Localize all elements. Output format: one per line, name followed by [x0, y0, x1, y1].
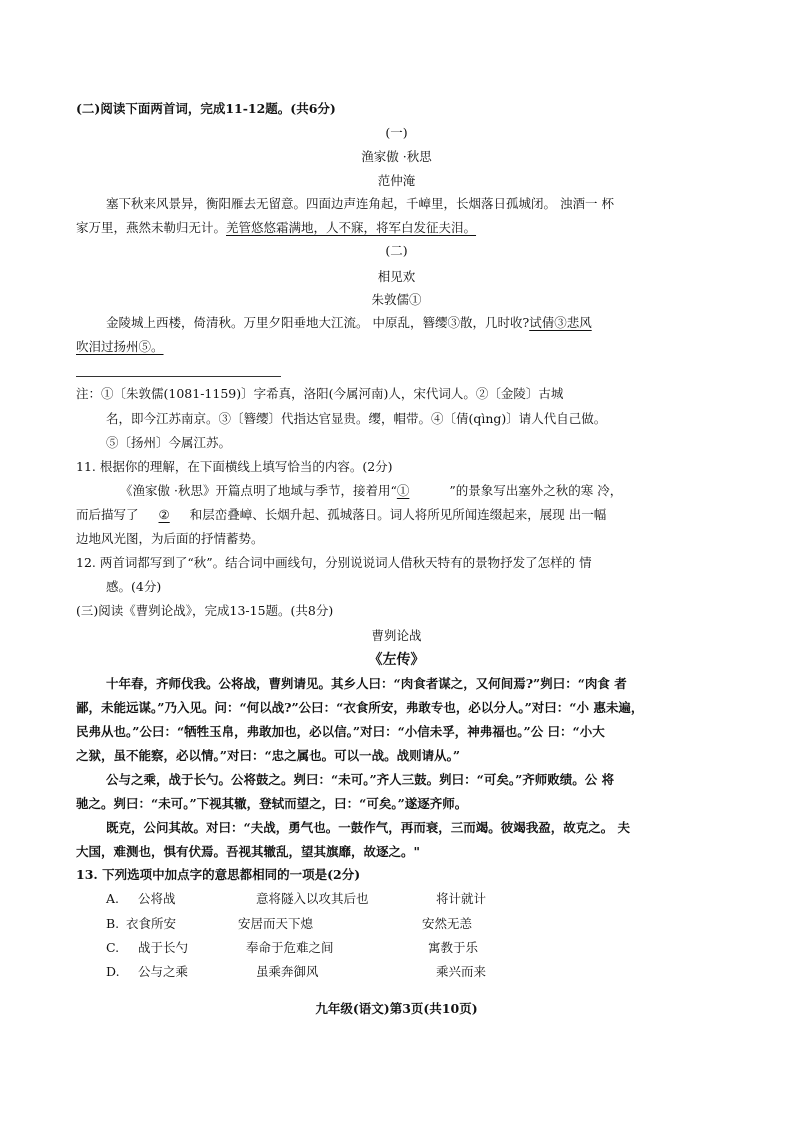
poem1-line2-plain: 家万里，燕然未勒归无计。 — [76, 220, 227, 235]
option-label: C. — [106, 940, 120, 955]
q11-line2-text-b: 和层峦叠嶂、长烟升起、孤城落日。词人将所见所闻连缀起来，展现 出一幅 — [189, 507, 607, 522]
q11-line2 — [76, 506, 606, 524]
footnote-divider — [76, 376, 281, 377]
blank-1-label: ① — [396, 483, 410, 498]
option-phrase-2: 安居而天下熄 — [238, 916, 314, 931]
poem1-title: 渔家傲 ·秋思 — [361, 149, 432, 164]
q11-line2-text-a: 而后描写了 — [76, 507, 139, 522]
blank-2-label: ② — [158, 507, 170, 522]
para1-line1: 十年春，齐师伐我。公将战，曹刿请见。其乡人曰：“肉食者谋之，又何间焉?”刿曰：“肉食 者 — [106, 676, 627, 691]
para2-line2: 驰之。刿曰：“未可。”下视其辙，登轼而望之，曰：“可矣。”遂逐齐师。 — [76, 796, 468, 811]
option-phrase-1: 公与之乘 — [138, 964, 189, 979]
option-phrase-2: 虽乘奔御风 — [256, 964, 319, 979]
option-phrase-1: 战于长勺 — [138, 940, 189, 955]
para2-line1: 公与之乘，战于长勺。公将鼓之。刿曰：“未可。”齐人三鼓。刿曰：“可矣。”齐师败绩。公 将 — [106, 772, 615, 787]
section2-heading: (二)阅读下面两首词，完成11-12题。(共6分) — [76, 101, 336, 116]
option-phrase-1: 公将战 — [138, 891, 176, 906]
option-label: D. — [106, 964, 120, 979]
option-label: B. — [106, 916, 120, 931]
q11-stem: 11. 根据你的理解，在下面横线上填写恰当的内容。(2分) — [76, 459, 393, 474]
passage-source: 《左传》 — [368, 652, 425, 668]
poem2-line1-plain: 金陵城上西楼，倚清秋。万里夕阳垂地大江流。 中原乱，簪缨③散，几时收? — [106, 315, 530, 330]
para1-line3: 民弗从也。”公曰：“牺牲玉帛，弗敢加也，必以信。”对曰：“小信未孚，神弗福也。”公 曰：“小大 — [76, 724, 605, 739]
q12-line1: 12. 两首词都写到了“秋”。结合词中画线句，分别说说词人借秋天特有的景物抒发了怎样的 情 — [76, 555, 592, 570]
page-footer: 九年级(语文)第3页(共10页) — [315, 1001, 478, 1016]
poem1-author: 范仲淹 — [377, 173, 416, 188]
q11-line1 — [120, 482, 622, 500]
q11-blank-2[interactable] — [159, 507, 190, 522]
poem2-author: 朱敦儒① — [371, 292, 422, 307]
option-label: A. — [106, 891, 120, 906]
option-phrase-2: 奉命于危难之间 — [246, 940, 334, 955]
note-line-3: ⑤〔扬州〕今属江苏。 — [106, 435, 232, 450]
q13-stem: 13. 下列选项中加点字的意思都相同的一项是(2分) — [76, 867, 361, 882]
q12-line2: 感。(4分) — [106, 579, 162, 594]
poem2-title: 相见欢 — [377, 269, 416, 284]
option-phrase-3: 安然无恙 — [422, 916, 473, 931]
option-phrase-3: 乘兴而来 — [436, 964, 487, 979]
q11-line1-text-b: ”的景象写出塞外之秋的寒 冷， — [449, 483, 623, 498]
note-line-2: 名，即今江苏南京。③〔簪缨〕代指达官显贵。缨，帽带。④〔倩(qìng)〕请人代自己做。 — [106, 411, 607, 426]
q11-line3: 边地风光图，为后面的抒情蓄势。 — [76, 531, 264, 546]
q11-blank-1[interactable] — [397, 483, 450, 498]
poem1-line2 — [76, 219, 476, 237]
para3-line2: 大国，难测也，惧有伏焉。吾视其辙乱，望其旗靡，故逐之。" — [76, 844, 421, 859]
para1-line4: 之狱，虽不能察，必以情。”对曰：“忠之属也。可以一战。战则请从。” — [76, 748, 461, 763]
passage-title: 曹刿论战 — [371, 628, 422, 643]
poem2-line1 — [106, 314, 592, 332]
poem2-underlined-line: 吹泪过扬州⑤。 — [76, 339, 164, 354]
option-phrase-3: 寓教于乐 — [428, 940, 479, 955]
para3-line1: 既克，公问其故。对曰：“夫战，勇气也。一鼓作气，再而衰，三而竭。彼竭我盈，故克之。 夫 — [106, 820, 631, 835]
poem2-underlined-start: 试倩③悲风 — [529, 315, 592, 330]
para1-line2: 鄙，未能远谋。”乃入见。问：“何以战?”公曰：“衣食所安，弗敢专也，必以分人。”对曰：“小 惠未遍， — [76, 700, 644, 715]
option-phrase-1: 衣食所安 — [126, 916, 177, 931]
poem2-number: (二) — [385, 243, 408, 258]
option-phrase-2: 意将隧入以攻其后也 — [256, 891, 369, 906]
section3-heading: (三)阅读《曹刿论战》，完成13-15题。(共8分) — [76, 603, 334, 618]
poem1-number: (一) — [385, 125, 408, 140]
note-line-1: 注：①〔朱敦儒(1081-1159)〕字希真，洛阳(今属河南)人，宋代词人。②〔金陵〕古城 — [76, 386, 564, 401]
poem1-underlined-line: 羌管悠悠霜满地，人不寐，将军白发征夫泪。 — [226, 220, 477, 235]
option-phrase-3: 将计就计 — [436, 891, 487, 906]
poem1-line1: 塞下秋来风景异，衡阳雁去无留意。四面边声连角起，千嶂里，长烟落日孤城闭。 浊酒一 杯 — [106, 196, 614, 211]
q11-line1-text-a: 《渔家傲 ·秋思》开篇点明了地域与季节，接着用“ — [120, 483, 397, 498]
